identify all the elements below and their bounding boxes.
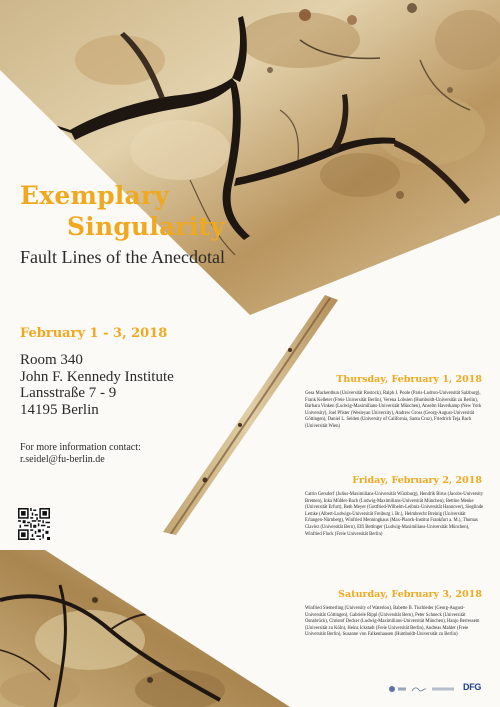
- day-3-heading: Saturday, February 3, 2018: [338, 589, 482, 600]
- subtitle: Fault Lines of the Anecdotal: [20, 247, 225, 267]
- day-1-heading: Thursday, February 1, 2018: [336, 374, 482, 385]
- contact-label: For more information contact:: [20, 442, 141, 453]
- venue-street: Lansstraße 7 - 9: [20, 385, 117, 401]
- venue-city: 14195 Berlin: [20, 401, 99, 418]
- title-line-2: Singularity: [67, 212, 226, 241]
- day-2-speakers: Catrin Gersdorf (Julius-Maximilians-Universität Würzburg), Hendrik Birus (Jacobs-University Bremen), Inka Mülder-Bach (Ludwig-Maximilians-Universität München), Bettine Menke (Universität Erfurt), Beth Meyer (Gottfried-Wilhelm-Leibniz-Universität Hannover), Sieglinde Lemke (Albert-Ludwigs-Universität Freiburg i. Br.), Helmbrecht Breinig (Universität Erlangen-Nürnberg), Winfried Menninghaus (Max-Planck-Institut Frankfurt a. M.), Thomas Claviez (Universität Bern), Elfi Bettinger (Ludwig-Maximilians-Universität München), Winfried Fluck (Freie Universität Berlin): [305, 492, 484, 537]
- contact-info: [20, 442, 141, 466]
- day-1-speakers: Gesa Mackenthun (Universität Rostock), Ralph J. Poole (Paris-Lodron-Universität Salzburg), Frank Kelleter (Freie Universität Berlin), Verena Lobsien (Humboldt-Universität zu Berlin), Barbara Vinken (Ludwig-Maximilians-Universität München), Anselm Haverkamp (New York University), Joel Pfister (Wesleyan University), Andrew Gross (Georg-August-Universität Göttingen), Daniel L. Selden (University of California, Santa Cruz), Friedrich Teja Bach (Universität Wien): [305, 391, 482, 429]
- day-3-speakers: Winfried Siemerling (University of Waterloo), Babette B. Tischleder (Georg-August-Universität Göttingen), Gabriele Rippl (Universität Bern), Peter Schneck (Universität Osnabrück), Christof Decker (Ludwig-Maximilians-Universität München), Hanjo Berressem (Universität zu Köln), Heinz Ickstadt (Freie Universität Berlin), Andreas Mahler (Freie Universität Berlin), Susanne von Falkenhausen (Humboldt-Universität zu Berlin): [305, 606, 480, 638]
- dfg-logo: DFG: [463, 682, 482, 692]
- event-dates: February 1 - 3, 2018: [20, 326, 168, 341]
- title-line-1: Exemplary: [20, 181, 169, 210]
- venue-address: [20, 352, 174, 418]
- partner-logos: [388, 684, 458, 694]
- qr-code-icon: [18, 508, 50, 540]
- day-2-heading: Friday, February 2, 2018: [352, 475, 482, 486]
- venue-institute: John F. Kennedy Institute: [20, 368, 174, 385]
- venue-room: Room 340: [20, 352, 83, 368]
- contact-email[interactable]: r.seidel@fu-berlin.de: [20, 454, 105, 465]
